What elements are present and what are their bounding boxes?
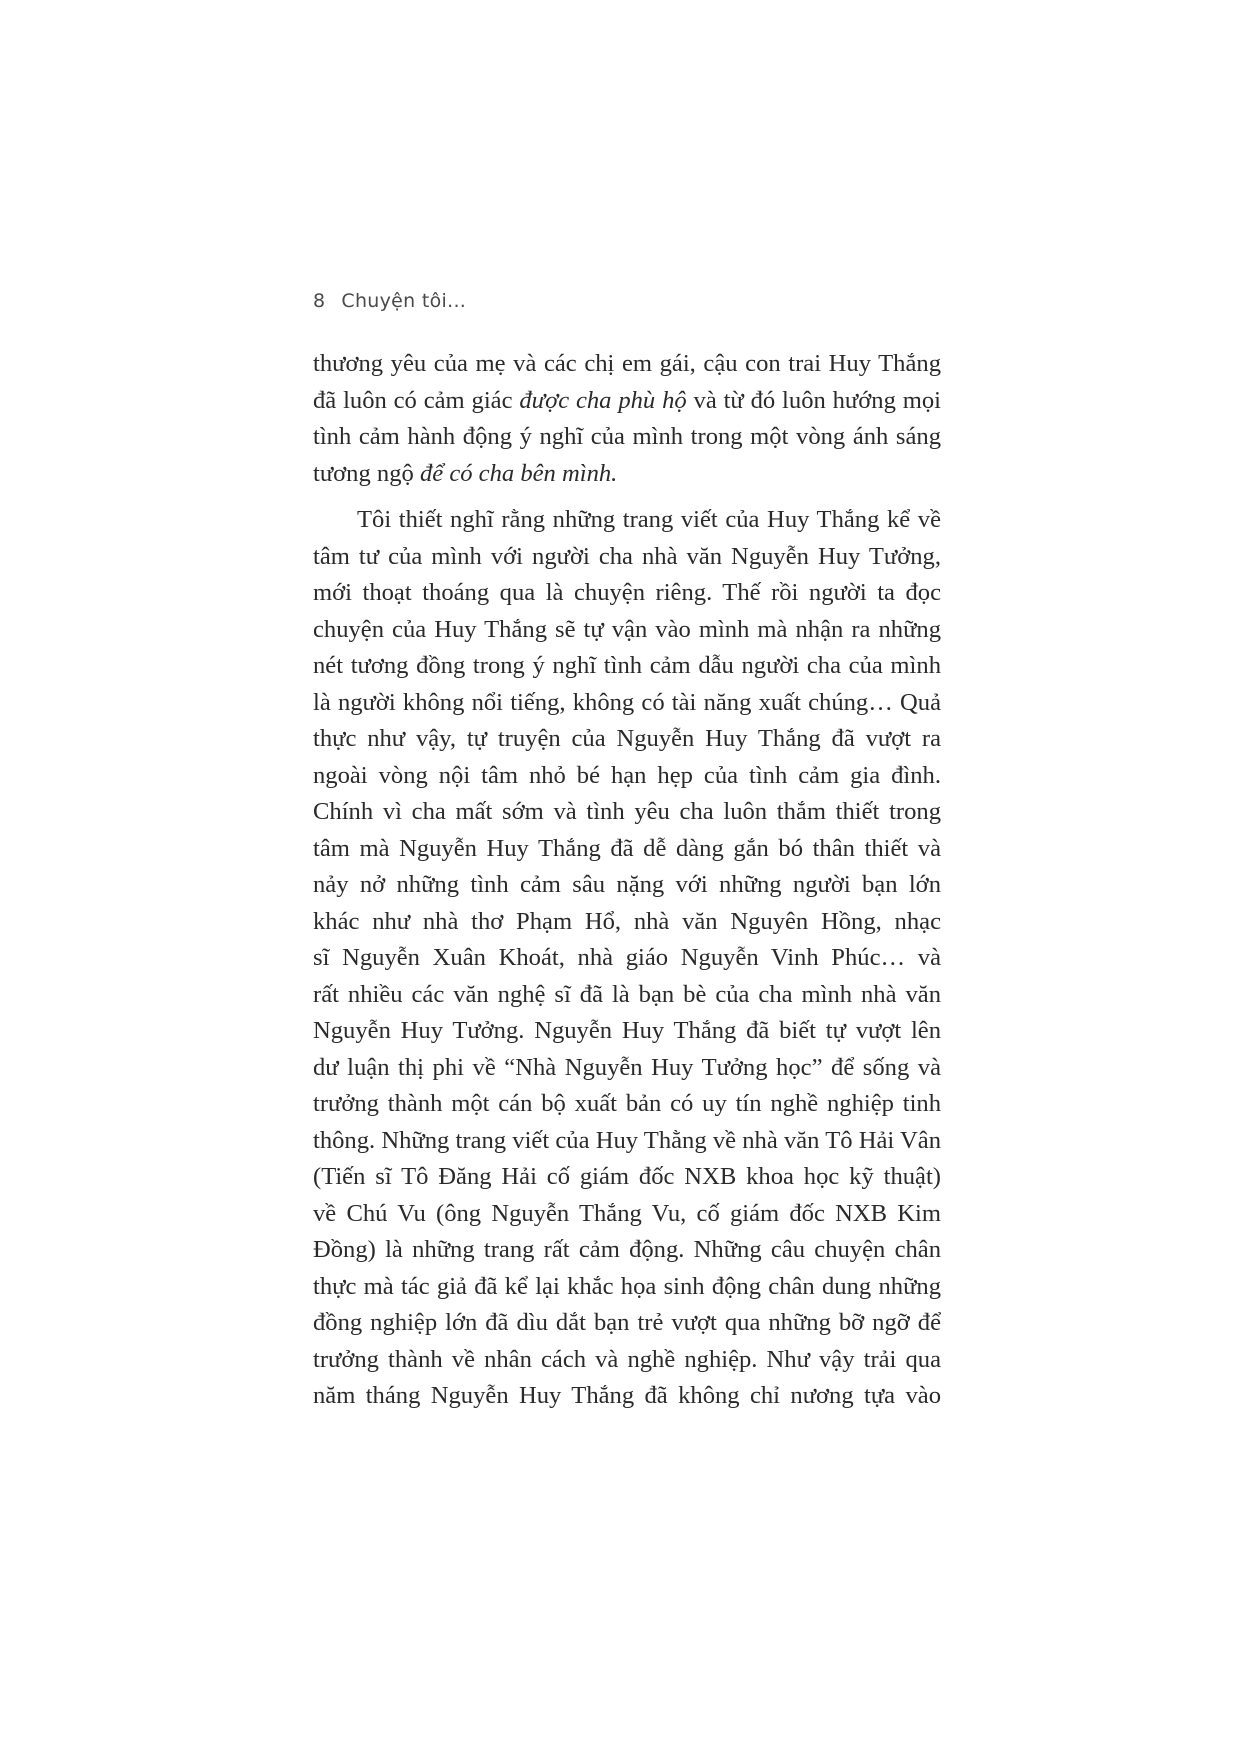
text-line: thực mà tác giả đã kể lại khắc họa sinh động chân dung những	[313, 1272, 941, 1300]
text-line: thương yêu của mẹ và các chị em gái, cậu con trai Huy Thắng	[313, 350, 941, 377]
text-line: rất nhiều các văn nghệ sĩ đã là bạn bè của cha mình nhà văn	[313, 980, 941, 1008]
text-segment: đã luôn có cảm giác	[313, 386, 520, 414]
text-line: tâm tư của mình với người cha nhà văn Nguyễn Huy Tưởng,	[313, 542, 941, 570]
text-line: nảy nở những tình cảm sâu nặng với những người bạn lớn	[313, 871, 941, 898]
text-line: trưởng thành về nhân cách và nghề nghiệp. Như vậy trải qua	[313, 1345, 941, 1373]
text-line: đồng nghiệp lớn đã dìu dắt bạn trẻ vượt qua những bỡ ngỡ để	[313, 1309, 941, 1336]
text-line: năm tháng Nguyễn Huy Thắng đã không chỉ nương tựa vào	[313, 1382, 941, 1409]
text-line: tâm mà Nguyễn Huy Thắng đã dễ dàng gắn bó thân thiết và	[313, 834, 941, 862]
text-line: chuyện của Huy Thắng sẽ tự vận vào mình mà nhận ra những	[313, 615, 941, 643]
text-segment: và từ đó luôn hướng mọi	[686, 386, 941, 414]
text-line: khác như nhà thơ Phạm Hổ, nhà văn Nguyên Hồng, nhạc	[313, 907, 941, 935]
italic-phrase: được cha phù hộ	[519, 386, 687, 414]
text-line: là người không nổi tiếng, không có tài năng xuất chúng… Quả	[313, 688, 941, 716]
running-head	[313, 290, 466, 312]
text-line	[313, 456, 941, 493]
text-line: mới thoạt thoáng qua là chuyện riêng. Thế rồi người ta đọc	[313, 579, 941, 606]
text-line: tình cảm hành động ý nghĩ của mình trong một vòng ánh sáng	[313, 423, 941, 450]
text-line: ngoài vòng nội tâm nhỏ bé hạn hẹp của tình cảm gia đình.	[313, 761, 941, 789]
text-line: trưởng thành một cán bộ xuất bản có uy tín nghề nghiệp tinh	[313, 1090, 941, 1117]
text-line: về Chú Vu (ông Nguyễn Thắng Vu, cố giám đốc NXB Kim	[313, 1199, 941, 1227]
italic-phrase: để có cha bên mình.	[419, 459, 618, 487]
text-line: (Tiến sĩ Tô Đăng Hải cố giám đốc NXB khoa học kỹ thuật)	[313, 1163, 941, 1190]
text-line: Nguyễn Huy Tưởng. Nguyễn Huy Thắng đã biết tự vượt lên	[313, 1017, 941, 1044]
text-line: Chính vì cha mất sớm và tình yêu cha luôn thắm thiết trong	[313, 798, 941, 825]
text-line: thông. Những trang viết của Huy Thằng về nhà văn Tô Hải Vân	[313, 1126, 941, 1154]
text-line: Đồng) là những trang rất cảm động. Những câu chuyện chân	[313, 1236, 941, 1263]
paragraph	[313, 502, 941, 1415]
text-line: Tôi thiết nghĩ rằng những trang viết của Huy Thắng kể về	[357, 506, 941, 533]
paragraph-gap	[313, 492, 941, 502]
text-line: nét tương đồng trong ý nghĩ tình cảm dẫu người cha của mình	[313, 652, 941, 679]
body-text	[313, 346, 941, 1415]
page-number: 8	[313, 290, 326, 312]
text-line: thực như vậy, tự truyện của Nguyễn Huy Thắng đã vượt ra	[313, 725, 941, 752]
text-line	[313, 383, 941, 420]
text-line: sĩ Nguyễn Xuân Khoát, nhà giáo Nguyễn Vinh Phúc… và	[313, 944, 941, 971]
text-line: dư luận thị phi về “Nhà Nguyễn Huy Tưởng học” để sống và	[313, 1053, 941, 1081]
text-segment: tương ngộ	[313, 459, 420, 487]
running-title: Chuyện tôi...	[341, 290, 467, 312]
